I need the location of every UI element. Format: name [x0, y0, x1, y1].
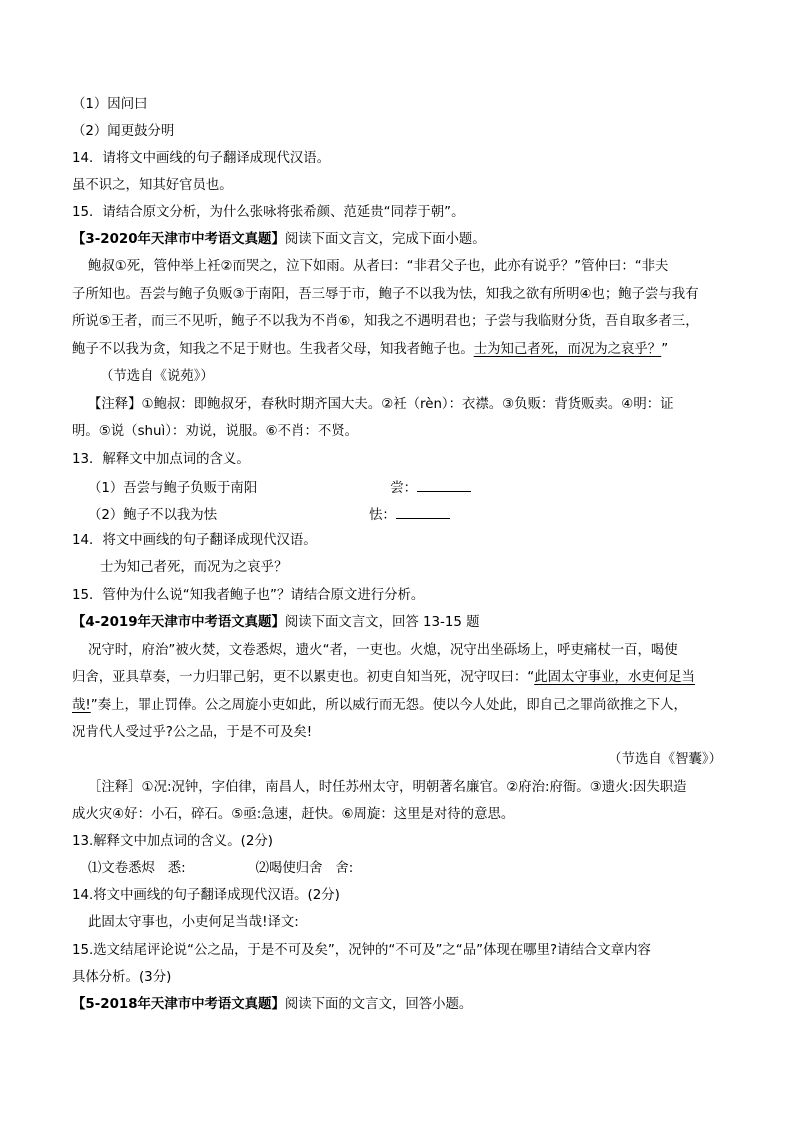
item-1-word: 尝：	[390, 481, 417, 496]
question-13c: 13.解释文中加点词的含义。(2分)	[72, 834, 273, 849]
passage-4-line-3	[72, 697, 687, 715]
question-15c-line-2: 具体分析。(3分)	[72, 970, 172, 985]
answer-blank-2[interactable]	[396, 505, 450, 519]
passage-4-line-4: 况肯代人受过乎?公之品，于是不可及矣!	[72, 725, 313, 740]
underlined-sentence-4a: 此固太守事业，水吏何足当	[534, 670, 695, 685]
passage-3-line-4	[72, 341, 668, 359]
section-heading-5	[72, 996, 472, 1014]
sentence-14b: 士为知己者死，而况为之哀乎？	[100, 560, 288, 575]
section-3-instruction: 阅读下面文言文，完成下面小题。	[284, 232, 486, 247]
passage-3-line-3: 所说⑤王者，而三不见听，鲍子不以我为不肖⑥，知我之不遇明君也；子尝与我临财分货，吾自取多者三，	[72, 314, 699, 329]
section-5-instruction: 阅读下面的文言文，回答小题。	[284, 997, 473, 1012]
passage-3-line-1: 鲍叔①死，管仲举上衽②而哭之，泣下如雨。从者曰：“非君父子也，此亦有说乎？”管仲曰：“非夫	[88, 259, 669, 274]
question-13b: 13．解释文中加点词的含义。	[72, 452, 250, 467]
section-4-tag: 【4-2019年天津市中考语文真题】	[72, 615, 285, 630]
question-13c-items	[88, 860, 353, 878]
sub-question-1: （1）因问曰	[72, 97, 148, 112]
sentence-14c: 此固太守事也，小吏何足当哉!译文:	[88, 915, 299, 930]
question-15c-line-1: 15.选文结尾评论说“公之品，于是不可及矣”，况钟的“不可及”之“品”体现在哪里?请结合文章内容	[72, 943, 651, 958]
item-2-word: 怯：	[369, 508, 396, 523]
question-13b-item-2	[88, 505, 450, 525]
underlined-sentence-3: 士为知己者死，而况为之哀乎？	[473, 342, 662, 357]
section-3-tag: 【3-2020年天津市中考语文真题】	[72, 232, 285, 247]
passage-3-line-2: 子所知也。吾尝与鲍子负贩③于南阳，吾三辱于市，鲍子不以我为怯，知我之欲有所明④也；鲍子尝与我有	[72, 287, 699, 302]
sub-question-2: （2）闻更鼓分明	[72, 124, 175, 139]
question-14a: 14．请将文中画线的句子翻译成现代汉语。	[72, 151, 331, 166]
question-14b: 14．将文中画线的句子翻译成现代汉语。	[72, 533, 317, 548]
section-heading-4	[72, 614, 480, 632]
note-3-line-1: 【注释】①鲍叔：即鲍叔牙，春秋时期齐国大夫。②衽（rèn）：衣襟。③负贩：背货贩卖。④明：证	[88, 397, 674, 412]
underlined-sentence-4b: 哉!	[72, 698, 91, 713]
note-3-line-2: 明。⑤说（shuì）：劝说，说服。⑥不肖：不贤。	[72, 424, 359, 439]
item-2-text: （2）鲍子不以我为怯	[88, 508, 218, 523]
passage-4-line-2	[72, 669, 695, 687]
item-1-text: （1）吾尝与鲍子负贩于南阳	[88, 481, 258, 496]
question-13b-item-1	[88, 478, 471, 498]
source-4: （节选自《智囊》）	[608, 752, 722, 767]
answer-blank-1[interactable]	[417, 478, 471, 492]
passage-4-line-2-text: 归舍，亚具草奏，一力归罪己躬，更不以累吏也。初吏自知当死，况守叹曰：“	[72, 670, 535, 685]
note-4-line-2: 成火灾④好：小石，碎石。⑤亟:急速，赶快。⑥周旋：这里是对待的意思。	[72, 807, 515, 822]
sentence-14a: 虽不识之，知其好官员也。	[72, 178, 233, 193]
passage-4-line-1: 况守时，府治”被火焚，文卷悉烬，遗火“者，一吏也。火熄，况守出坐砾场上，呼吏痛杖一百，喝使	[88, 643, 678, 658]
question-14c: 14.将文中画线的句子翻译成现代汉语。(2分)	[72, 888, 340, 903]
source-3: （节选自《说苑》）	[100, 369, 214, 384]
passage-4-line-3-text: ”奏上，罪止罚俸。公之周旋小吏如此，所以威行而无怨。使以今人处此，即自己之罪尚欲推之下人，	[90, 698, 687, 713]
question-15a: 15．请结合原文分析，为什么张咏将张希颜、范延贵“同荐于朝”。	[72, 205, 465, 220]
section-5-tag: 【5-2018年天津市中考语文真题】	[72, 997, 285, 1012]
passage-3-line-4-text: 鲍子不以我为贪，知我之不足于财也。生我者父母，知我者鲍子也。	[72, 342, 474, 357]
question-15b: 15．管仲为什么说“知我者鲍子也”？请结合原文进行分析。	[72, 588, 425, 603]
item-c2: ⑵喝使归舍 舍:	[255, 861, 354, 876]
closing-quote: ”	[661, 342, 669, 357]
note-4-line-1: ［注释］①况:况钟，字伯律，南昌人，时任苏州太守，明朝著名廉官。②府治:府衙。③遗火:因失职造	[88, 780, 687, 795]
section-heading-3	[72, 231, 486, 249]
section-4-instruction: 阅读下面文言文，回答 13-15 题	[284, 615, 480, 630]
item-c1: ⑴文卷悉烬 悉:	[88, 861, 186, 876]
